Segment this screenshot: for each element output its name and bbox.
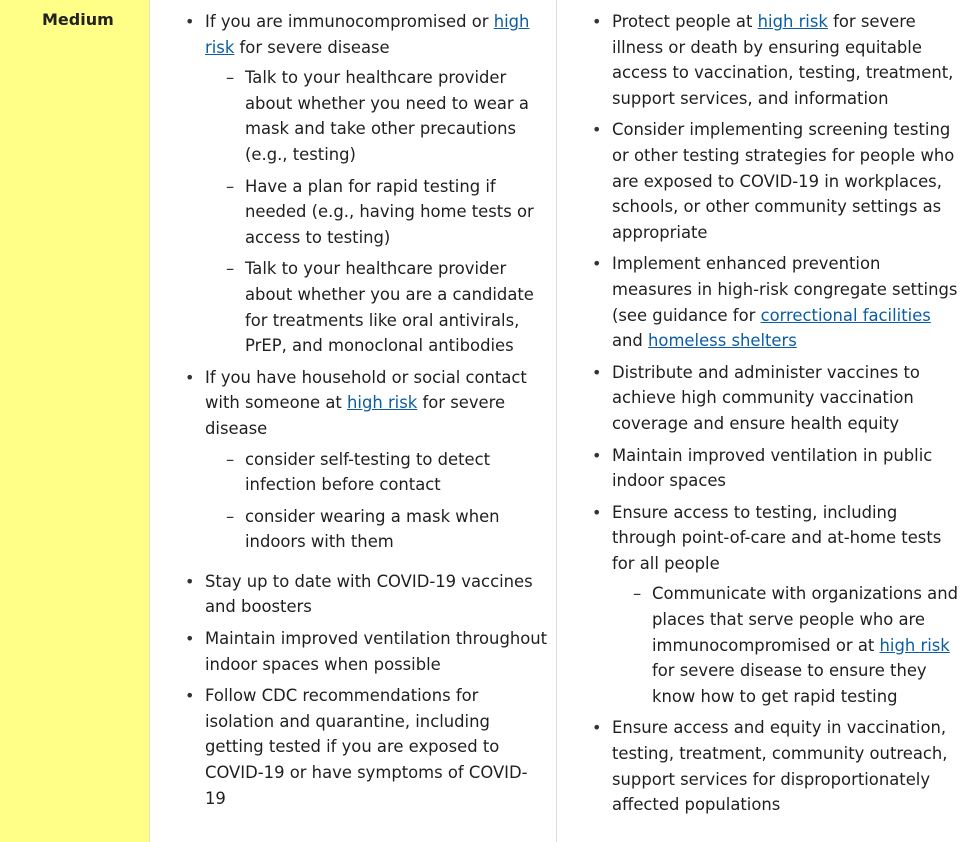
list-item (592, 715, 959, 817)
list-item (185, 9, 548, 359)
sub-item-text: Have a plan for rapid testing if needed (e.g., having home tests or access to testing) (245, 176, 534, 247)
bullet-icon: • (185, 571, 195, 591)
high-risk-link[interactable]: high risk (757, 12, 828, 31)
individual-guidance-list (151, 0, 556, 811)
item-text: If you have household or social contact with someone at (205, 367, 527, 413)
community-guidance-list (558, 0, 965, 818)
item-text: Maintain improved ventilation in public indoor spaces (612, 445, 933, 491)
item-text: Follow CDC recommendations for isolation and quarantine, including getting tested if you are exposed to COVID-19 or have symptoms of COVID-19 (205, 686, 528, 808)
sub-item-text: Communicate with organizations and places that serve people who are immunocompromised or at (652, 584, 958, 655)
list-item (185, 683, 548, 811)
item-text: If you are immunocompromised or (205, 12, 494, 31)
bullet-icon: • (185, 12, 195, 31)
bullet-icon: • (185, 367, 195, 387)
bullet-icon: • (592, 502, 602, 522)
sub-item-text: Talk to your healthcare provider about whether you need to wear a mask and take other precautions (e.g., testing) (245, 68, 529, 164)
sub-list-item (226, 65, 548, 167)
list-item (592, 251, 959, 353)
sub-list-item (633, 581, 959, 709)
sub-list-item (226, 256, 548, 358)
list-item (592, 117, 959, 245)
bullet-icon: • (592, 12, 602, 31)
sub-list-item (226, 447, 548, 498)
sub-item-text: consider self-testing to detect infection before contact (245, 449, 491, 495)
bullet-icon: • (592, 445, 602, 465)
sub-item-text: for severe disease to ensure they know how to get rapid testing (652, 661, 927, 706)
sub-item-text: Talk to your healthcare provider about whether you are a candidate for treatments like oral antivirals, PrEP, and monoclonal antibodies (245, 259, 534, 356)
dash-icon: – (226, 68, 235, 88)
community-level-label: Medium (42, 10, 114, 29)
list-item (185, 365, 548, 555)
list-item (185, 626, 548, 677)
list-item (185, 569, 548, 620)
bullet-icon: • (592, 718, 602, 738)
high-risk-link[interactable]: high risk (879, 635, 950, 655)
sub-list (612, 581, 959, 709)
list-item (592, 360, 959, 437)
high-risk-link[interactable]: high risk (347, 393, 418, 413)
item-text: Maintain improved ventilation throughout indoor spaces when possible (205, 629, 548, 674)
community-level-cell (0, 0, 150, 842)
dash-icon: – (226, 176, 235, 196)
correctional-facilities-link[interactable]: correctional facilities (760, 305, 931, 325)
list-item (592, 443, 959, 494)
item-text: Stay up to date with COVID-19 vaccines and boosters (205, 571, 533, 617)
item-text: Protect people at (612, 12, 758, 31)
individual-guidance-cell (151, 0, 557, 842)
item-text: for severe disease (234, 37, 390, 57)
homeless-shelters-link[interactable]: homeless shelters (648, 331, 797, 351)
dash-icon: – (633, 584, 642, 604)
list-item (592, 9, 959, 111)
sub-list (205, 447, 548, 555)
sub-list (205, 65, 548, 359)
item-text: for severe illness or death by ensuring equitable access to vaccination, testing, treatment, support services, and information (612, 12, 954, 108)
bullet-icon: • (592, 254, 602, 274)
item-text: Ensure access to testing, including through point-of-care and at-home tests for all people (612, 502, 942, 573)
bullet-icon: • (592, 362, 602, 382)
sub-list-item (226, 174, 548, 251)
item-text: Consider implementing screening testing or other testing strategies for people who are exposed to COVID-19 in workplaces, schools, or other community settings as appropriate (612, 120, 955, 242)
dash-icon: – (226, 506, 235, 526)
bullet-icon: • (592, 120, 602, 140)
sub-item-text: consider wearing a mask when indoors with them (245, 506, 500, 552)
dash-icon: – (226, 259, 235, 279)
sub-list-item (226, 504, 548, 555)
high-risk-link[interactable]: high risk (205, 12, 530, 57)
item-text: for severe disease (205, 393, 506, 438)
item-text: Distribute and administer vaccines to achieve high community vaccination coverage and ensure health equity (612, 362, 920, 433)
item-text: Ensure access and equity in vaccination, testing, treatment, community outreach, support services for disproportionately affected populations (612, 718, 948, 815)
dash-icon: – (226, 449, 235, 469)
item-text: and (612, 331, 649, 351)
community-guidance-cell (558, 0, 965, 842)
item-text: Implement enhanced prevention measures in high-risk congregate settings (see guidance for (612, 254, 958, 325)
bullet-icon: • (185, 629, 195, 649)
bullet-icon: • (185, 686, 195, 706)
list-item (592, 500, 959, 710)
